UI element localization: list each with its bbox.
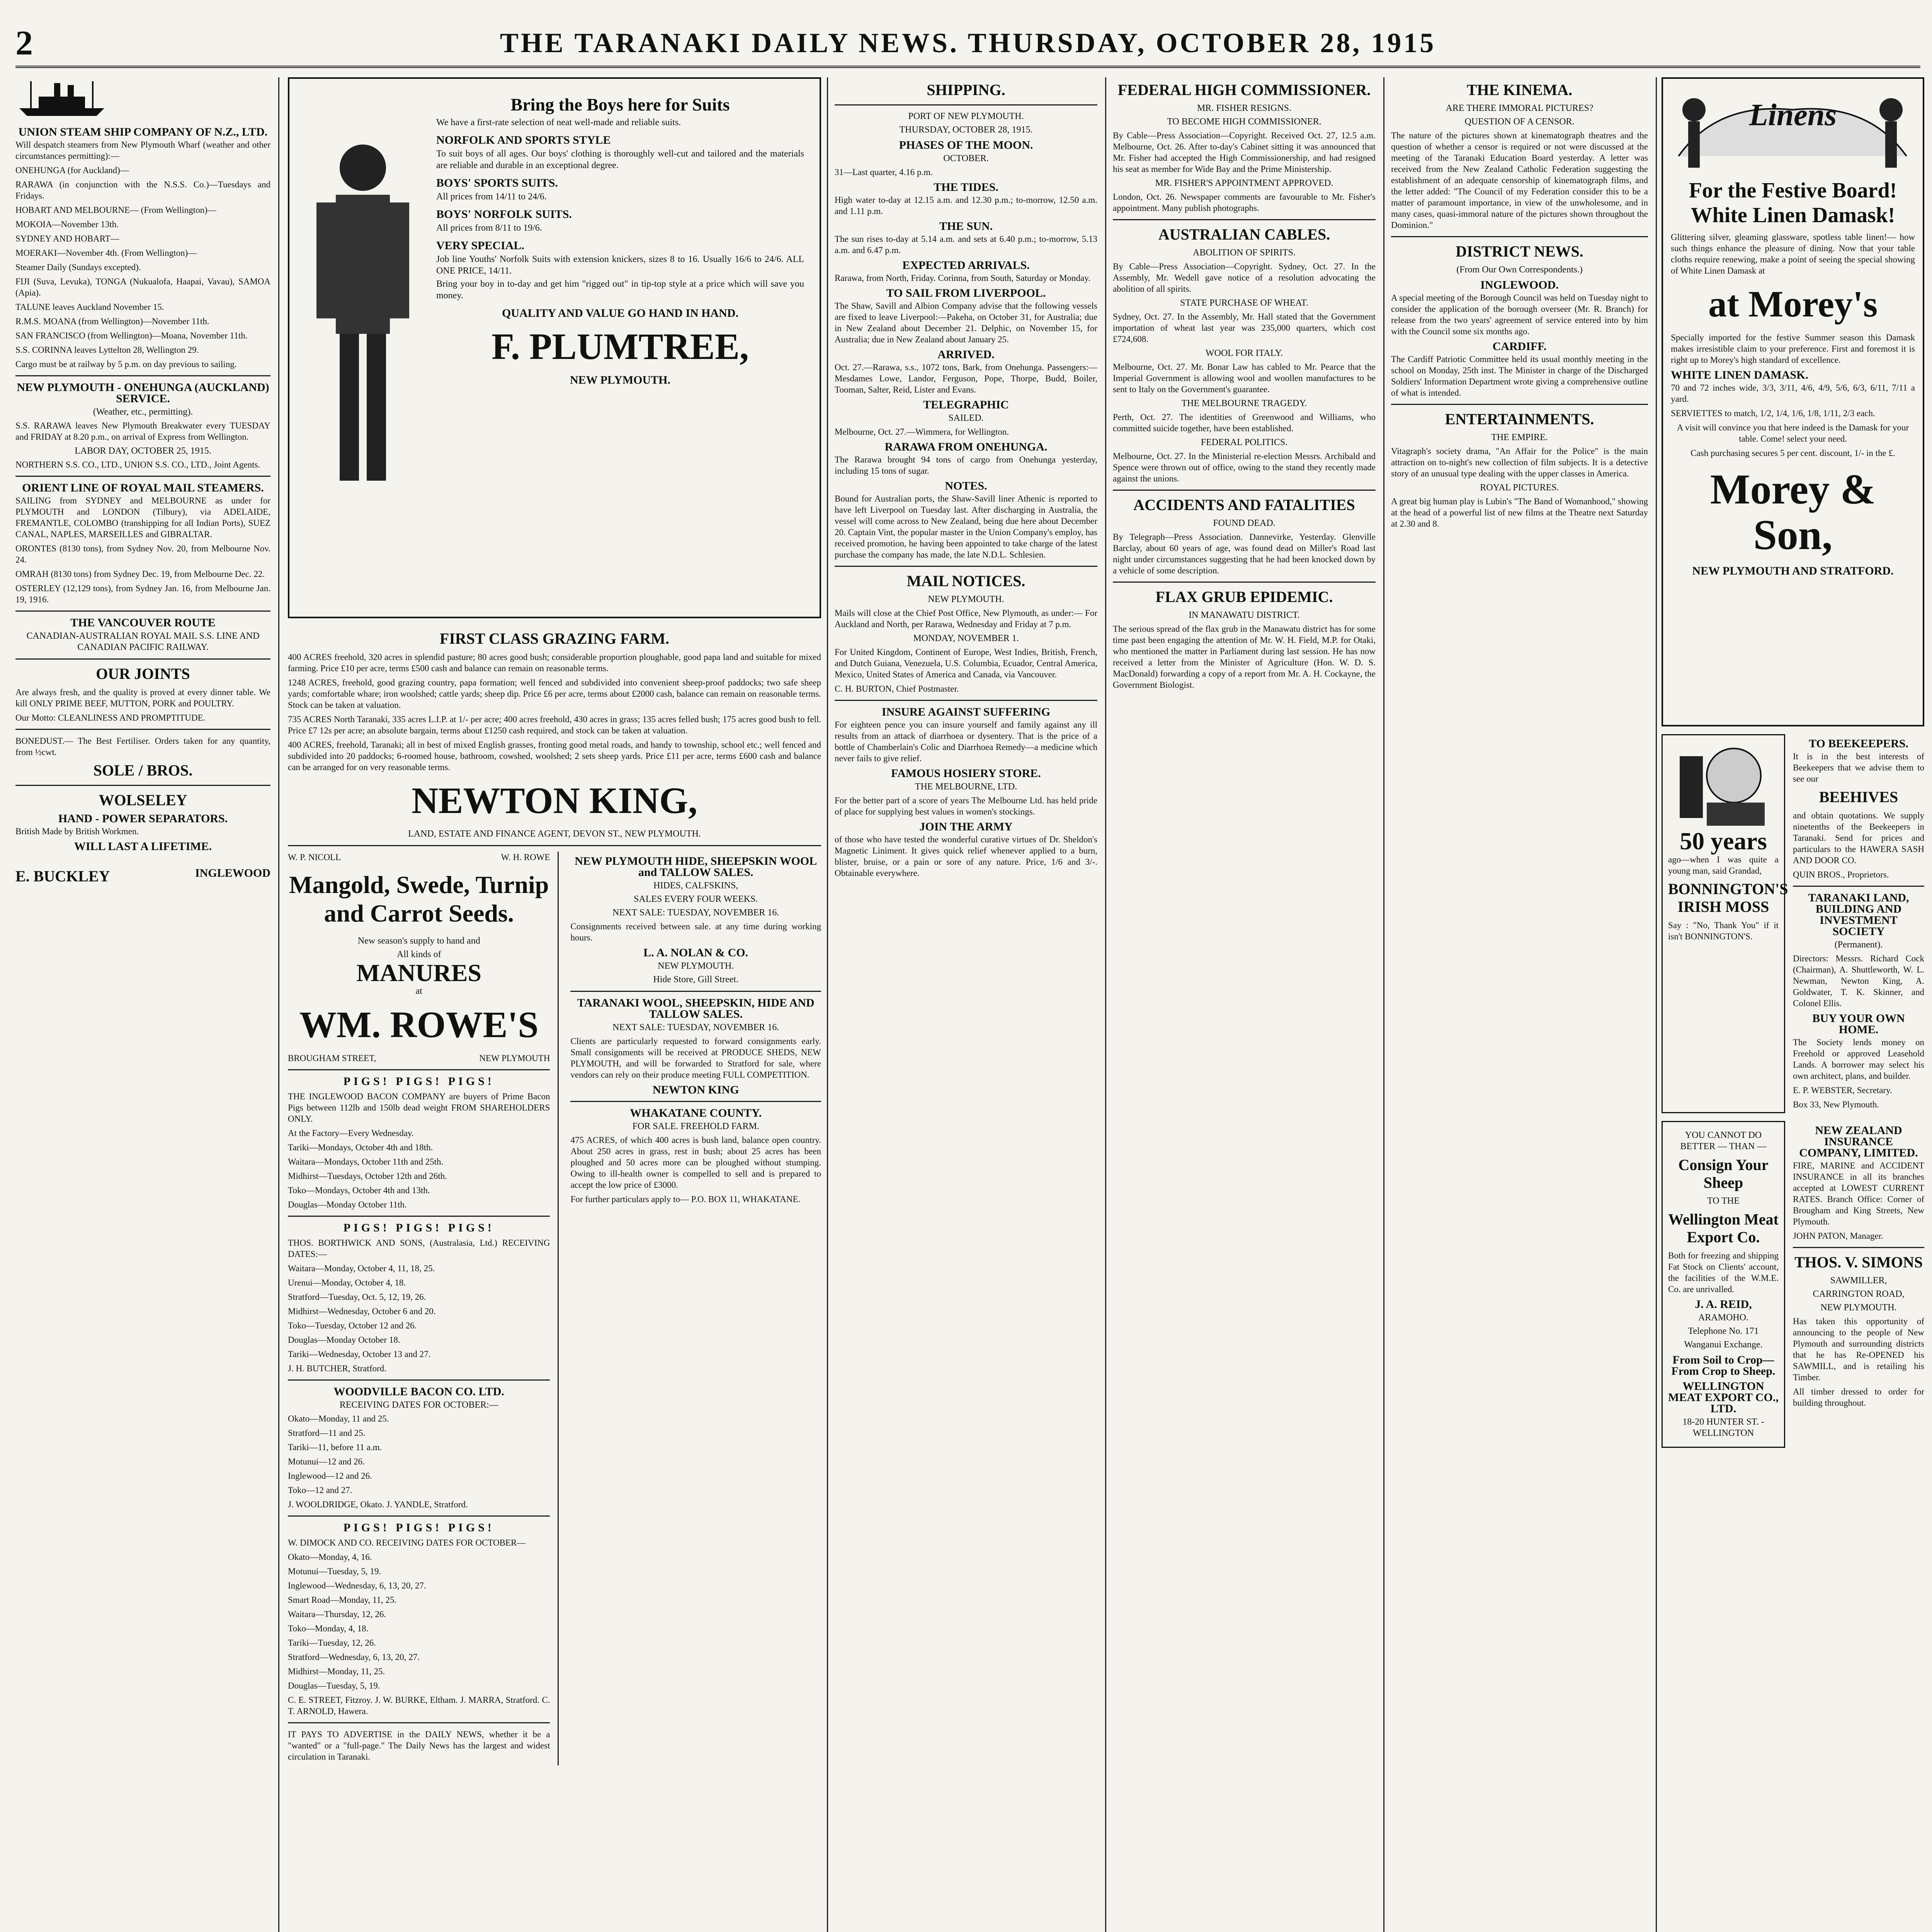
bonnington-years: 50 years [1680, 827, 1767, 855]
mail-monday: MONDAY, NOVEMBER 1. [913, 633, 1019, 643]
rarawa-text: S.S. RARAWA leaves New Plymouth Breakwater every TUESDAY and FRIDAY at 8.20 p.m., on arrival of Express from Wellington. [15, 421, 270, 442]
building-address: Box 33, New Plymouth. [1793, 1100, 1879, 1109]
plumtree-intro: We have a first-rate selection of neat well-made and reliable suits. [436, 117, 681, 128]
whakatane-heading: WHAKATANE COUNTY. [630, 1107, 762, 1119]
morey-at: at Morey's [1708, 283, 1878, 325]
our-joints-text: Are always fresh, and the quality is proved at every dinner table. We kill ONLY PRIME BEEF, MUTTON, PORK and POULTRY. [15, 687, 270, 708]
building-sub: (Permanent). [1834, 940, 1883, 950]
pigs-heading: PIGS! PIGS! PIGS! [343, 1521, 495, 1534]
cargo-note: Cargo must be at railway by 5 p.m. on day previous to sailing. [15, 359, 237, 369]
orient-ship: OMRAH (8130 tons) from Sydney Dec. 19, from Melbourne Dec. 22. [15, 569, 265, 579]
mail-text: Mails will close at the Chief Post Office, New Plymouth, as under:— For Auckland and North, per Rarawa, Wednesday and Friday at 7 p.m. [835, 608, 1097, 629]
our-joints-heading: OUR JOINTS [96, 665, 190, 682]
sun-text: The sun rises to-day at 5.14 a.m. and sets at 6.40 p.m.; to-morrow, 5.13 a.m. and 6.47 p.m. [835, 234, 1097, 255]
morey-text2: Specially imported for the festive Summer season this Damask makes irresistible claim to your preference. First and foremost it is right up to Morey's high standard of excellence. [1671, 333, 1915, 365]
district-heading: DISTRICT NEWS. [1456, 243, 1583, 260]
sailed-text: Melbourne, Oct. 27.—Wimmera, for Wellington. [835, 427, 1009, 437]
sheep-footer: WELLINGTON MEAT EXPORT CO., LTD. [1668, 1380, 1779, 1415]
pigs-text: THE INGLEWOOD BACON COMPANY are buyers of Prime Bacon Pigs between 112lb and 150lb dead weight FROM SHAREHOLDERS ONLY. [288, 1092, 550, 1124]
morey-town: NEW PLYMOUTH AND STRATFORD. [1692, 565, 1894, 577]
sailing-line: RARAWA (in conjunction with the N.S.S. Co.)—Tuesdays and Fridays. [15, 180, 270, 201]
pigs-date: Toko—Mondays, October 4th and 13th. [288, 1185, 430, 1195]
sales-ads [570, 852, 821, 1765]
federal-appt-heading: MR. FISHER'S APPOINTMENT APPROVED. [1155, 178, 1333, 188]
woodville-heading: WOODVILLE BACON CO. LTD. [333, 1385, 504, 1398]
simons-text: Has taken this opportunity of announcing to the people of New Plymouth and surrounding districts that he has Re-OPENED his SAWMILL, and is retailing his Timber. [1793, 1316, 1924, 1382]
morey-text: Glittering silver, gleaming glassware, spotless table linen!— how such things enhance the pleasure of dining. Now that your table cloths require renewing, make a point of seeing the special showing of White Linen Damask at [1671, 232, 1915, 276]
accidents-sub: FOUND DEAD. [1213, 518, 1276, 528]
morey-headline: For the Festive Board! White Linen Damask! [1689, 179, 1897, 227]
sailing-line: SYDNEY AND HOBART— [15, 234, 119, 243]
notes-heading: NOTES. [945, 480, 987, 492]
cardiff-heading: CARDIFF. [1492, 340, 1547, 353]
wheat-heading: STATE PURCHASE OF WHEAT. [1180, 298, 1308, 308]
sailing-line: TALUNE leaves Auckland November 15. [15, 302, 164, 312]
insurance-and-sawmill [1793, 1121, 1924, 1448]
corinna-line: S.S. CORINNA leaves Lyttelton 28, Wellington 29. [15, 345, 199, 355]
sheep-heading: Consign Your Sheep [1678, 1156, 1769, 1191]
rowe-line1: New season's supply to hand and [357, 936, 480, 946]
hides-heading: NEW PLYMOUTH HIDE, SHEEPSKIN WOOL and TALLOW SALES. [575, 855, 817, 879]
plumtree-section-text: All prices from 8/11 to 19/6. [436, 223, 542, 233]
beekeepers-signed: QUIN BROS., Proprietors. [1793, 870, 1889, 879]
wool-agent: NEWTON KING [652, 1083, 739, 1096]
sailing-line: MOKOIA—November 13th. [15, 219, 119, 229]
sheep-text: Both for freezing and shipping Fat Stock on Clients' account, the facilities of the W.M.E. Co. are unrivalled. [1668, 1251, 1779, 1294]
pigs-date: Toko—Monday, 4, 18. [288, 1624, 369, 1633]
column-rule [1105, 77, 1106, 1932]
orient-heading: ORIENT LINE OF ROYAL MAIL STEAMERS. [22, 481, 264, 494]
sailing-line: SAN FRANCISCO (from Wellington)—Moana, November 11th. [15, 331, 248, 340]
steamship-icon [15, 77, 116, 120]
northern-ss: NORTHERN S.S. CO., LTD., UNION S.S. CO., LTD., Joint Agents. [15, 460, 260, 469]
bonnington-ago: ago—when I was quite a young man, said Grandad, [1668, 855, 1779, 876]
plumtree-closing: Bring your boy in to-day and get him "rigged out" in tip-top style at a price which will save you money. [436, 279, 804, 301]
shipping-port: PORT OF NEW PLYMOUTH. [908, 111, 1024, 121]
beekeepers-ad [1793, 734, 1924, 1113]
woodville-date: Motunui—12 and 26. [288, 1457, 365, 1466]
onehunga-sub: (Weather, etc., permitting). [93, 407, 193, 417]
union-heading: UNION STEAM SHIP COMPANY OF N.Z., LTD. [18, 126, 268, 138]
pigs-date: Waitara—Monday, October 4, 11, 18, 25. [288, 1264, 435, 1273]
vancouver-heading: THE VANCOUVER ROUTE [70, 616, 216, 629]
building-buy: BUY YOUR OWN HOME. [1812, 1012, 1905, 1036]
hosiery-sub: THE MELBOURNE, LTD. [915, 782, 1017, 792]
onehunga-heading: NEW PLYMOUTH - ONEHUNGA (AUCKLAND) SERVICE. [17, 381, 269, 405]
cardiff-text: The Cardiff Patriotic Committee held its usual monthly meeting in the school on Monday, 25th inst. The Minister in charge of the Discharged Soldiers' Information Department wrote giving a comprehensive outline of what is intended. [1391, 354, 1648, 398]
wolseley-sub: HAND - POWER SEPARATORS. [58, 812, 228, 825]
woodville-date: Stratford—11 and 25. [288, 1428, 366, 1438]
whakatane-text: 475 ACRES, of which 400 acres is bush land, balance open country. About 250 acres in grass, rest in bush; about 25 acres has been ploughed and 50 acres more can be ploughed without stumping. Owing to ill-health owner is compelled to sell and is prepared to accept the low price of £3000. [570, 1135, 821, 1190]
plumtree-headline: Bring the Boys here for Suits [510, 95, 730, 114]
pigs-date: Stratford—Tuesday, Oct. 5, 12, 19, 26. [288, 1292, 426, 1302]
masthead [15, 23, 1920, 68]
column-rule [1656, 77, 1657, 1932]
woodville-signed: J. WOOLDRIDGE, Okato. J. YANDLE, Stratford. [288, 1500, 468, 1509]
column-rule [278, 77, 279, 1932]
tragedy-heading: THE MELBOURNE TRAGEDY. [1181, 398, 1307, 408]
insurance-text: FIRE, MARINE and ACCIDENT INSURANCE in all its branches accepted at LOWEST CURRENT RATES. Branch Office: Corner of Brougham and King Streets, New Plymouth. [1793, 1161, 1924, 1226]
federal-appt-text: London, Oct. 26. Newspaper comments are favourable to Mr. Fisher's appointment. Many publish photographs. [1113, 192, 1376, 213]
army-text: of those who have tested the wonderful curative virtues of Dr. Sheldon's Magnetic Liniment. It gives quick relief whenever applied to a burn, blister, bruise, or a pain or sore of any nature. Price, 1/6 and 3/-. Obtainable everywhere. [835, 835, 1097, 878]
plumtree-section-text: Job line Youths' Norfolk Suits with extension knickers, sizes 8 to 16. Usually 16/6 to 24/6. ALL ONE PRICE, 14/11. [436, 254, 804, 276]
pigs-date: Waitara—Thursday, 12, 26. [288, 1609, 386, 1619]
column-rule [1383, 77, 1384, 1932]
inglewood-heading: INGLEWOOD. [1480, 279, 1559, 291]
woodville-sub: RECEIVING DATES FOR OCTOBER:— [339, 1400, 498, 1410]
plumtree-section-text: To suit boys of all ages. Our boys' clothing is thoroughly well-cut and tailored and the materials are reliable and durable in an exceptional degree. [436, 149, 804, 170]
column-shipping-news [835, 77, 1097, 1932]
federal-text: By Cable—Press Association—Copyright. Received Oct. 27, 12.5 a.m. Melbourne, Oct. 26. After to-day's Cabinet sitting it was announced that Mr. Fisher had accepted the High Commissionership, and had resigned his seat as member for Wide Bay and the Prime Ministership. [1113, 131, 1376, 174]
royal-text: A great big human play is Lubin's "The Band of Womanhood," showing at the head of a powerful list of new films at the Theatre next Saturday at 2.30 and 8. [1391, 497, 1648, 529]
farm-item: 735 ACRES North Taranaki, 335 acres L.I.P. at 1/- per acre; 400 acres freehold, 430 acres in grass; 135 acres felled bush; 175 acres good bush to fell. Price £7 12s per acre; an absolute bargain, terms about £1250 cash required, and stock can be taken at valuation. [288, 714, 821, 735]
shipping-heading: SHIPPING. [927, 81, 1005, 99]
sailing-line: ONEHUNGA (for Auckland)— [15, 165, 129, 175]
mail-monday-text: For United Kingdom, Continent of Europe, West Indies, British, French, and Dutch Guiana, Venezuela, U.S. Columbia, Ecuador, Central America, Mexico, United States of America and Canada, via Vancouver. [835, 647, 1097, 679]
pigs-date: Douglas—Monday October 11th. [288, 1200, 407, 1209]
beekeepers-text2: and obtain quotations. We supply ninetenths of the Beekeepers in Taranaki. Send for prices and particulars to the HAWERA SASH AND DOOR CO. [1793, 811, 1924, 865]
sailing-line: Steamer Daily (Sundays excepted). [15, 262, 141, 272]
sailing-line: MOERAKI—November 4th. (From Wellington)— [15, 248, 197, 258]
sun-heading: THE SUN. [939, 220, 993, 233]
beekeepers-hives: BEEHIVES [1819, 788, 1898, 806]
plumtree-section-title: VERY SPECIAL. [436, 239, 524, 252]
plumtree-section-title: BOYS' NORFOLK SUITS. [436, 208, 572, 221]
pigs-date: Motunui—Tuesday, 5, 19. [288, 1566, 381, 1576]
mail-sub: NEW PLYMOUTH. [928, 594, 1004, 604]
kinema-sub2: QUESTION OF A CENSOR. [1464, 117, 1575, 127]
arrived-text: Oct. 27.—Rarawa, s.s., 1072 tons, Bark, from Onehunga. Passengers:—Mesdames Lowe, Landor, Ferguson, Pope, Thorpe, Budd, Boiler, Tooman, Salter, Reid, Lister and Evans. [835, 362, 1097, 395]
bonnington-brand: BONNINGTON'S IRISH MOSS [1668, 880, 1788, 915]
pigs-date: Waitara—Mondays, October 11th and 25th. [288, 1157, 444, 1167]
wolseley-heading: WOLSELEY [99, 791, 187, 809]
rowe-line2: All kinds of [396, 949, 441, 959]
hosiery-heading: FAMOUS HOSIERY STORE. [891, 767, 1041, 780]
rowe-headline: Mangold, Swede, Turnip and Carrot Seeds. [289, 871, 549, 927]
simons-town: NEW PLYMOUTH. [1820, 1303, 1897, 1313]
column-ads-right [1662, 77, 1924, 1932]
sheep-crop: From Soil to Crop—From Crop to Sheep. [1671, 1354, 1776, 1378]
bonedust-text: BONEDUST.— The Best Fertiliser. Orders taken for any quantity, from ½cwt. [15, 736, 270, 757]
hides-agent-town: NEW PLYMOUTH. [658, 961, 734, 971]
flax-text: The serious spread of the flax grub in the Manawatu district has for some time past been engaging the attention of Mr. W. H. Field, M.P. for Otaki, who mentioned the matter in Parliament during last session. He has now received a letter from the Minister of Agriculture (Hon. W. D. S. MacDonald) forwarding a copy of a report from Mr. A. H. Cockayne, the Government Biologist. [1113, 624, 1376, 690]
woodville-date: Tariki—11, before 11 a.m. [288, 1442, 382, 1452]
morey-item2-text: SERVIETTES to match, 1/2, 1/4, 1/6, 1/8, 1/11, 2/3 each. [1671, 408, 1875, 418]
wool-next: NEXT SALE: TUESDAY, NOVEMBER 16. [612, 1022, 779, 1032]
orient-ship: ORONTES (8130 tons), from Sydney Nov. 20, from Melbourne Nov. 24. [15, 544, 270, 565]
pigs-date: Douglas—Tuesday, 5, 19. [288, 1681, 380, 1690]
pigs-date: Inglewood—Wednesday, 6, 13, 20, 27. [288, 1581, 426, 1590]
rowe-at: at [415, 986, 422, 996]
moon-text: 31—Last quarter, 4.16 p.m. [835, 167, 933, 177]
whakatane-price: For further particulars apply to— P.O. BOX 11, WHAKATANE. [570, 1194, 801, 1204]
hides-agent-addr: Hide Store, Gill Street. [653, 975, 739, 985]
sheep-agent: J. A. REID, [1695, 1298, 1752, 1311]
liverpool-heading: TO SAIL FROM LIVERPOOL. [886, 287, 1046, 299]
morey-item1-text: 70 and 72 inches wide, 3/3, 3/11, 4/6, 4/9, 5/6, 6/3, 6/11, 7/11 a yard. [1671, 383, 1915, 404]
masthead-title: THE TARANAKI DAILY NEWS. THURSDAY, OCTOBER 28, 1915 [500, 27, 1436, 58]
pigs-footer: J. H. BUTCHER, Stratford. [288, 1364, 386, 1373]
hosiery-text: For the better part of a score of years The Melbourne Ltd. has held pride of place for supplying best values in women's stockings. [835, 796, 1097, 816]
sailing-line: FIJI (Suva, Levuka), TONGA (Nukualofa, Haapai, Vavau), SAMOA (Apia). [15, 277, 270, 298]
moon-heading: PHASES OF THE MOON. [899, 139, 1033, 151]
woodville-date: Toko—12 and 27. [288, 1485, 352, 1495]
orient-text: SAILING from SYDNEY and MELBOURNE as under for PLYMOUTH and LONDON (Tilbury), via ADELAIDE, FREMANTLE, COLOMBO (transhipping for all Indian Ports), SUEZ CANAL, NAPLES, MARSEILLES and GIBRALTAR. [15, 496, 270, 539]
column-shipping-ads [15, 77, 270, 1932]
column-ads-center [288, 77, 821, 1932]
building-text: The Society lends money on Freehold or approved Leasehold Lands. A borrower may select his own architect, plans, and builder. [1793, 1037, 1924, 1081]
beekeepers-text: It is in the best interests of Beekeepers that we advise them to see our [1793, 752, 1924, 784]
pigs-heading: PIGS! PIGS! PIGS! [343, 1221, 495, 1234]
expected-heading: EXPECTED ARRIVALS. [902, 259, 1030, 272]
simons-sub: SAWMILLER, [1830, 1276, 1887, 1286]
spirits-text: By Cable—Press Association—Copyright. Sydney, Oct. 27. In the Assembly, Mr. Wedell gave notice of a resolution advocating the abolition of all spirits. [1113, 262, 1376, 294]
sheep-exchange: Wanganui Exchange. [1684, 1340, 1763, 1350]
sheep-top: YOU CANNOT DO BETTER — THAN — [1680, 1130, 1767, 1151]
farm-agent: NEWTON KING, [412, 780, 697, 821]
insure-text: For eighteen pence you can insure yourself and family against any ill results from an attack of diarrhoea or dysentery. That is the price of a bottle of Chamberlain's Colic and Diarrhoea Remedy—a medicine which never fails to give relief. [835, 720, 1097, 763]
flax-heading: FLAX GRUB EPIDEMIC. [1155, 588, 1333, 605]
pigs-date: Midhirst—Monday, 11, 25. [288, 1667, 385, 1676]
federal-sub1: MR. FISHER RESIGNS. [1197, 103, 1292, 113]
inglewood-text: A special meeting of the Borough Council was held on Tuesday night to consider the application of the borough overseer (Mr. R. Branch) for release from the two years' agreement of service entered into by him with the Council some six months ago. [1391, 293, 1648, 336]
advertise-notice: IT PAYS TO ADVERTISE in the DAILY NEWS, whether it be a "wanted" or a "full-page." The Daily News has the largest and widest circulation in Taranaki. [288, 1730, 550, 1762]
insurance-manager: JOHN PATON, Manager. [1793, 1231, 1883, 1241]
building-directors: Directors: Messrs. Richard Cock (Chairman), A. Shuttleworth, W. L. Newman, Newton King, A. Goldwater, T. K. Skinner, and Colonel Ellis. [1793, 954, 1924, 1008]
rowe-left: W. P. NICOLL [288, 852, 341, 862]
pigs-text: THOS. BORTHWICK AND SONS, (Australasia, Ltd.) RECEIVING DATES:— [288, 1238, 550, 1259]
boy-figure-illustration [305, 125, 421, 512]
orient-ship: OSTERLEY (12,129 tons), from Sydney Jan. 16, from Melbourne Jan. 19, 1916. [15, 583, 270, 604]
federal-sub2: TO BECOME HIGH COMMISSIONER. [1167, 117, 1321, 127]
pigs-date: Toko—Tuesday, October 12 and 26. [288, 1321, 417, 1330]
farm-item: 1248 ACRES, freehold, good grazing country, papa formation; well fenced and subdivided into convenient sheep-proof paddocks; two safe sheep yards; comfortable whare; iron woolshed; cattle yards; sheep dip. Price £6 per acre, terms about £2000 cash, balance can remain on reasonable terms. Stock can be taken at valuation. [288, 678, 821, 710]
our-joints-motto: Our Motto: CLEANLINESS AND PROMPTITUDE. [15, 713, 206, 723]
column-district [1391, 77, 1648, 1932]
mail-heading: MAIL NOTICES. [906, 572, 1026, 590]
sheep-phone: Telephone No. 171 [1688, 1326, 1759, 1336]
pigs-date: Urenui—Monday, October 4, 18. [288, 1278, 406, 1287]
pigs-date: Douglas—Monday October 18. [288, 1335, 400, 1345]
sailed-heading: SAILED. [948, 413, 984, 423]
liverpool-text: The Shaw, Savill and Albion Company advise that the following vessels are fixed to leave Liverpool:—Pakeha, on October 31, for Australia; due in New Zealand about December 21. Delphic, on November 15, for Australia; due in New Zealand about January 25. [835, 301, 1097, 344]
pigs-date: Tariki—Mondays, October 4th and 18th. [288, 1143, 433, 1152]
entertainments-heading: ENTERTAINMENTS. [1445, 410, 1594, 428]
column-rule [827, 77, 828, 1932]
woodville-date: Okato—Monday, 11 and 25. [288, 1414, 389, 1423]
wool-italy-heading: WOOL FOR ITALY. [1205, 348, 1283, 358]
morey-cash: Cash purchasing secures 5 per cent. discount, 1/- in the £. [1690, 448, 1895, 458]
federal-heading: FEDERAL HIGH COMMISSIONER. [1117, 81, 1371, 99]
plumtree-name: F. PLUMTREE, [492, 326, 749, 367]
pigs-date: Okato—Monday, 4, 16. [288, 1552, 372, 1562]
sailing-line: R.M.S. MOANA (from Wellington)—November 11th. [15, 316, 209, 326]
morey-name: Morey & Son, [1710, 466, 1876, 558]
wolseley-last: WILL LAST A LIFETIME. [74, 840, 212, 853]
plumtree-section-title: NORFOLK AND SPORTS STYLE [436, 134, 611, 146]
pigs-date: Smart Road—Monday, 11, 25. [288, 1595, 397, 1605]
building-secretary: E. P. WEBSTER, Secretary. [1793, 1085, 1892, 1095]
shipping-date: THURSDAY, OCTOBER 28, 1915. [899, 125, 1033, 135]
plumtree-ad [288, 77, 821, 618]
bonnington-say: Say : "No, Thank You" if it isn't BONNINGTON'S. [1668, 920, 1779, 941]
wheat-text: Sydney, Oct. 27. In the Assembly, Mr. Hall stated that the Government importation of wheat last year was 235,000 quarters, which cost £724,608. [1113, 312, 1376, 344]
whakatane-sub: FOR SALE. FREEHOLD FARM. [632, 1121, 759, 1131]
wool-heading: TARANAKI WOOL, SHEEPSKIN, HIDE AND TALLOW SALES. [577, 997, 815, 1020]
rowe-right: W. H. ROWE [501, 852, 550, 862]
empire-heading: THE EMPIRE. [1491, 432, 1548, 442]
royal-heading: ROYAL PICTURES. [1480, 483, 1559, 493]
hides-sub: HIDES, CALFSKINS, [653, 881, 738, 891]
wool-text: Clients are particularly requested to forward consignments early. Small consignments will be received at PRODUCE SHEDS, NEW PLYMOUTH, and will be forwarded to Stratford for sale, where vendors can rely on their produce meeting FULL COMPETITION. [570, 1036, 821, 1080]
simons-footer: All timber dressed to order for building throughout. [1793, 1387, 1924, 1408]
buckley-name: E. BUCKLEY [15, 867, 110, 885]
arrived-heading: ARRIVED. [937, 348, 995, 361]
pigs-text: W. DIMOCK AND CO. RECEIVING DATES FOR OCTOBER— [288, 1538, 526, 1548]
hides-text1: SALES EVERY FOUR WEEKS. [634, 894, 758, 904]
farm-ad [288, 630, 821, 840]
morey-item1: WHITE LINEN DAMASK. [1671, 369, 1808, 381]
pigs-date: Tariki—Wednesday, October 13 and 27. [288, 1349, 431, 1359]
hides-agent: L. A. NOLAN & CO. [643, 946, 748, 959]
flax-sub: IN MANAWATU DISTRICT. [1189, 610, 1300, 620]
rarawa-heading: RARAWA FROM ONEHUNGA. [884, 440, 1048, 453]
union-text: Will despatch steamers from New Plymouth Wharf (weather and other circumstances permitting):— [15, 140, 270, 161]
farm-item: 400 ACRES, freehold, Taranaki; all in best of mixed English grasses, fronting good metal roads, and handy to township, school etc.; well fenced and subdivided into 20 paddocks; 6-roomed house, bathroom, cowshed, woolshed; 2 sets sheep yards. Price £11 per acre, terms £600 cash and balance can be arranged for on very reasonable terms. [288, 740, 821, 772]
sheep-ad [1662, 1121, 1785, 1448]
morey-script: Linens [1749, 98, 1837, 132]
cables-heading: AUSTRALIAN CABLES. [1158, 226, 1330, 243]
rowe-town: NEW PLYMOUTH [479, 1053, 550, 1063]
tragedy-text: Perth, Oct. 27. The identities of Greenwood and Williams, who committed suicide together, have been established. [1113, 412, 1376, 433]
morey-visit: A visit will convince you that here indeed is the Damask for your table. Come! select your need. [1677, 423, 1909, 444]
simons-addr: CARRINGTON ROAD, [1813, 1289, 1905, 1299]
morey-ad [1662, 77, 1924, 726]
district-sub: (From Our Own Correspondents.) [1456, 265, 1583, 275]
wolseley-text: British Made by British Workmen. [15, 827, 139, 836]
empire-text: Vitagraph's society drama, "An Affair for the Police" is the main attraction on to-night's new collection of film subjects. It is a detective story of an unusual type dealing with the upper classes in America. [1391, 446, 1648, 478]
rarawa-text: The Rarawa brought 94 tons of cargo from Onehunga yesterday, including 15 tons of sugar. [835, 455, 1097, 476]
old-man-portrait-illustration [1668, 741, 1780, 826]
politics-heading: FEDERAL POLITICS. [1201, 437, 1288, 447]
expected-text: Rarawa, from North, Friday. Corinna, from South, Saturday or Monday. [835, 273, 1090, 283]
simons-heading: THOS. V. SIMONS [1794, 1253, 1923, 1271]
building-heading: TARANAKI LAND, BUILDING AND INVESTMENT SOCIETY [1808, 891, 1909, 938]
pigs-date: Midhirst—Wednesday, October 6 and 20. [288, 1306, 436, 1316]
hides-text2: Consignments received between sale. at any time during working hours. [570, 922, 821, 942]
notes-text: Bound for Australian ports, the Shaw-Savill liner Athenic is reported to have left Liverpool on Tuesday last. After discharging in Australia, the vessel will come across to New Zealand, being due here about December 20. Captain Vint, the popular master in the Union Company's employ, has received promotion, he having been appointed to take charge of the latest purchase the company has made, the late N.D.L. Schlesien. [835, 494, 1097, 560]
sailing-line: HOBART AND MELBOURNE— (From Wellington)— [15, 205, 216, 215]
woodville-date: Inglewood—12 and 26. [288, 1471, 372, 1481]
tides-heading: THE TIDES. [934, 181, 998, 194]
pigs-date: Midhirst—Tuesdays, October 12th and 26th. [288, 1171, 447, 1181]
sheep-to: TO THE [1707, 1196, 1740, 1206]
insure-heading: INSURE AGAINST SUFFERING [881, 706, 1051, 718]
accidents-heading: ACCIDENTS AND FATALITIES [1133, 496, 1355, 514]
labour-day: LABOR DAY, OCTOBER 25, 1915. [75, 446, 211, 456]
pigs-agents: C. E. STREET, Fitzroy. J. W. BURKE, Eltham. J. MARRA, Stratford. C. T. ARNOLD, Hawera. [288, 1695, 550, 1716]
plumtree-section-text: All prices from 14/11 to 24/6. [436, 192, 547, 202]
sheep-footer-addr: 18-20 HUNTER ST. - WELLINGTON [1682, 1417, 1764, 1438]
rowe-ad [288, 852, 559, 1765]
page-number: 2 [15, 24, 33, 62]
hides-next: NEXT SALE: TUESDAY, NOVEMBER 16. [612, 908, 779, 918]
pigs-sub: At the Factory—Every Wednesday. [288, 1128, 414, 1138]
pigs-date: Stratford—Wednesday, 6, 13, 20, 27. [288, 1652, 420, 1662]
bonnington-ad [1662, 734, 1788, 1113]
kinema-heading: THE KINEMA. [1466, 81, 1573, 99]
tides-text: High water to-day at 12.15 a.m. and 12.30 p.m.; to-morrow, 12.50 a.m. and 1.11 p.m. [835, 195, 1097, 216]
army-heading: JOIN THE ARMY [919, 820, 1013, 833]
plumtree-slogan: QUALITY AND VALUE GO HAND IN HAND. [502, 307, 739, 320]
telegraphic-heading: TELEGRAPHIC [923, 398, 1009, 411]
sheep-company: Wellington Meat Export Co. [1668, 1211, 1779, 1246]
kinema-text: The nature of the pictures shown at kinematograph theatres and the question of whether a censor is required or not were discussed at the meeting of the Taranaki Education Board yesterday. A letter was received from the New Zealand Catholic Federation suggesting the establishment of an adequate censorship of kinematograph films, and the letter added: "The Council of my Federation consider this to be a matter of paramount importance, in view of the unwholesome, and in many cases, quasi-immoral nature of the pictures shown throughout the Dominion." [1391, 131, 1648, 230]
accidents-text: By Telegraph—Press Association. Dannevirke, Yesterday. Glenville Barclay, about 60 years of age, was found dead on Miller's Road last night under circumstances suggesting that he had been knocked down by a vehicle of some description. [1113, 532, 1376, 575]
column-cables [1113, 77, 1376, 1932]
plumtree-town: NEW PLYMOUTH. [570, 374, 671, 386]
farm-heading: FIRST CLASS GRAZING FARM. [439, 630, 670, 647]
buckley-town: INGLEWOOD [195, 867, 270, 879]
vancouver-sub: CANADIAN-AUSTRALIAN ROYAL MAIL S.S. LINE AND CANADIAN PACIFIC RAILWAY. [26, 631, 260, 652]
moon-month: OCTOBER. [943, 153, 989, 163]
farm-agent-sub: LAND, ESTATE AND FINANCE AGENT, DEVON ST., NEW PLYMOUTH. [408, 829, 701, 839]
farm-item: 400 ACRES freehold, 320 acres in splendid pasture; 80 acres good bush; considerable proportion ploughable, good papa land and suitable for mixed farming. Price £10 per acre, terms £500 cash and balance can remain on reasonable terms. [288, 652, 821, 673]
kinema-sub1: ARE THERE IMMORAL PICTURES? [1446, 103, 1594, 113]
spirits-heading: ABOLITION OF SPIRITS. [1192, 248, 1296, 258]
pigs-date: Tariki—Tuesday, 12, 26. [288, 1638, 376, 1648]
pigs-heading: PIGS! PIGS! PIGS! [343, 1075, 495, 1088]
plumtree-section-title: BOYS' SPORTS SUITS. [436, 177, 558, 189]
mail-signed: C. H. BURTON, Chief Postmaster. [835, 684, 959, 694]
sole-bros: SOLE / BROS. [93, 762, 193, 779]
sheep-agent-town: ARAMOHO. [1698, 1313, 1748, 1323]
beekeepers-heading: TO BEEKEEPERS. [1809, 737, 1908, 750]
wool-italy-text: Melbourne, Oct. 27. Mr. Bonar Law has cabled to Mr. Pearce that the Imperial Government is allowing wool and woollen manufactures to be sent to Italy on the Government's guarantee. [1113, 362, 1376, 394]
rowe-manures: MANURES [356, 959, 482, 986]
rowe-address: BROUGHAM STREET, [288, 1053, 376, 1063]
rowe-name: WM. ROWE'S [299, 1004, 539, 1045]
politics-text: Melbourne, Oct. 27. In the Ministerial re-election Messrs. Archibald and Spence were thrown out of office, owing to the stand they recently made against the unions. [1113, 451, 1376, 483]
insurance-heading: NEW ZEALAND INSURANCE COMPANY, LIMITED. [1799, 1124, 1918, 1159]
